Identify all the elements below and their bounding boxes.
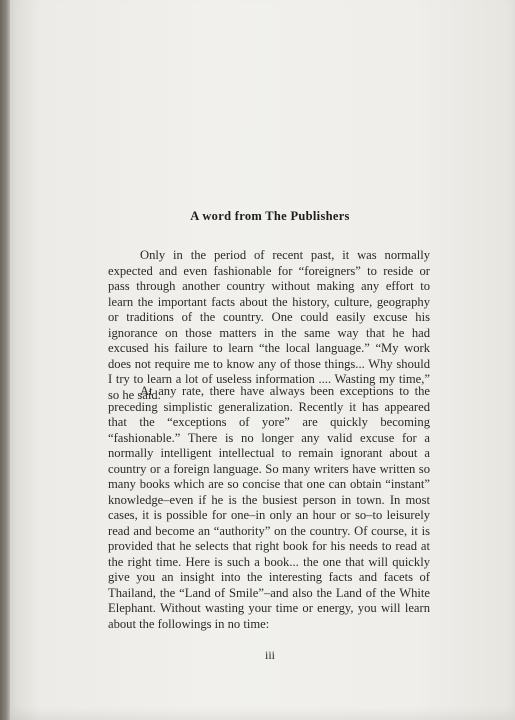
- book-page: [10, 0, 515, 720]
- page-title: A word from The Publishers: [190, 209, 350, 223]
- book-spine-shadow: [0, 0, 10, 720]
- body-paragraph-1: Only in the period of recent past, it was normally expected and even fashionable for “foreigners” to reside or pass through another country without making any effort to learn the important facts about the history, culture, geography or traditions of the country. One could easily excuse his ignorance on those matters in the same way that he had excused his failure to learn “the local language.” “My work does not require me to know any of those things... Why should I try to learn a lot of useless information .... Wasting my time,” so he said.: [108, 248, 430, 402]
- body-paragraph-2: At any rate, there have always been exceptions to the preceding simplistic generalization. Recently it has appeared that the “exceptions of yore” are quickly becoming “fashionable.” There is no longer any valid excuse for a normally intelligent intellectual to remain ignorant about a country or a foreign language. So many writers have written so many books which are so concise that one can obtain “instant” knowledge–even if he is the busiest person in town. In most cases, it is possible for one–in only an hour or so–to leisurely read and become an “authority” on the country. Of course, it is provided that he selects that right book for his needs to read at the right time. Here is such a book... the one that will quickly give you an insight into the interesting facts and facets of Thailand, the “Land of Smile”–and also the Land of the White Elephant. Without wasting your time or energy, you will learn about the followings in no time:: [108, 384, 430, 631]
- page-number: iii: [264, 648, 275, 662]
